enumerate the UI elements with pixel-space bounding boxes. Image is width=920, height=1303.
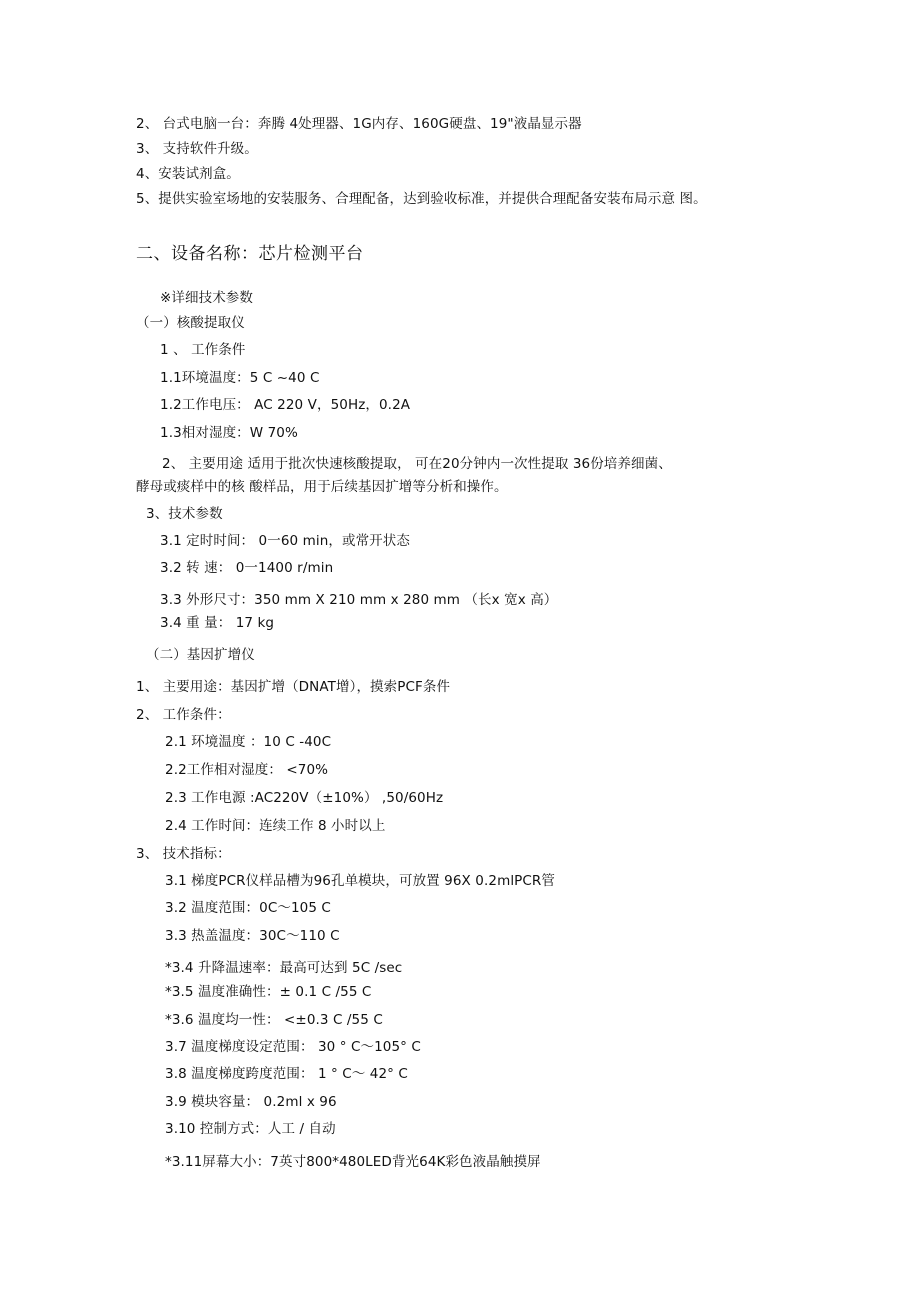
text-line: 3.2 转 速： 0一1400 r/min bbox=[160, 560, 334, 576]
text-line: *3.4 升降温速率：最高可达到 5C /sec bbox=[165, 960, 403, 976]
subheading: 3、技术参数 bbox=[146, 506, 223, 522]
text-line: *3.11屏幕大小：7英寸800*480LED背光64K彩色液晶触摸屏 bbox=[165, 1154, 541, 1170]
text-line: 3.4 重 量： 17 kg bbox=[160, 615, 275, 631]
subheading: （二）基因扩增仪 bbox=[146, 647, 255, 663]
section-heading: 二、设备名称：芯片检测平台 bbox=[136, 244, 364, 264]
text-line: 3、 支持软件升级。 bbox=[136, 141, 258, 157]
text-line: 3.7 温度梯度设定范围： 30 ° C～105° C bbox=[165, 1039, 421, 1055]
text-line: 3.1 梯度PCR仪样品槽为96孔单模块，可放置 96X 0.2mlPCR管 bbox=[165, 873, 556, 889]
text-line: 2、 台式电脑一台：奔腾 4处理器、1G内存、160G硬盘、19"液晶显示器 bbox=[136, 116, 582, 132]
text-line: 2、 主要用途 适用于批次快速核酸提取， 可在20分钟内一次性提取 36份培养细菌、 bbox=[162, 456, 672, 472]
text-line: 4、安装试剂盒。 bbox=[136, 166, 240, 182]
text-line: 2.2工作相对湿度： <70% bbox=[165, 762, 329, 778]
text-line: 酵母或痰样中的核 酸样品，用于后续基因扩增等分析和操作。 bbox=[136, 479, 508, 495]
text-line: 1.1环境温度：5 C ~40 C bbox=[160, 370, 320, 386]
text-line: 3.3 外形尺寸：350 mm X 210 mm x 280 mm （长x 宽x 高） bbox=[160, 592, 558, 608]
text-line: *3.6 温度均一性： <±0.3 C /55 C bbox=[165, 1012, 383, 1028]
text-line: 3.2 温度范围：0C～105 C bbox=[165, 900, 331, 916]
text-line: 2.1 环境温度 ：10 C -40C bbox=[165, 734, 332, 750]
text-line: 1 、 工作条件 bbox=[160, 342, 246, 358]
text-line: 3.8 温度梯度跨度范围： 1 ° C～ 42° C bbox=[165, 1066, 408, 1082]
subheading: ※详细技术参数 bbox=[160, 290, 254, 306]
text-line: 1.3相对湿度：W 70% bbox=[160, 425, 298, 441]
text-line: 3.10 控制方式：人工 / 自动 bbox=[165, 1121, 336, 1137]
text-line: 1、 主要用途：基因扩增（DNAT增），摸索PCF条件 bbox=[136, 679, 451, 695]
text-line: 3.1 定时时间： 0一60 min，或常开状态 bbox=[160, 533, 410, 549]
text-line: 3.9 模块容量： 0.2ml x 96 bbox=[165, 1094, 337, 1110]
text-line: 2、 工作条件： bbox=[136, 707, 231, 723]
text-line: 2.3 工作电源 :AC220V（±10%） ,50/60Hz bbox=[165, 790, 444, 806]
text-line: 2.4 工作时间：连续工作 8 小时以上 bbox=[165, 818, 386, 834]
subheading: （一）核酸提取仪 bbox=[136, 315, 245, 331]
text-line: 3.3 热盖温度：30C～110 C bbox=[165, 928, 340, 944]
text-line: *3.5 温度准确性：± 0.1 C /55 C bbox=[165, 984, 372, 1000]
text-line: 5、提供实验室场地的安装服务、合理配备，达到验收标准，并提供合理配备安装布局示意 图。 bbox=[136, 191, 707, 207]
text-line: 1.2工作电压： AC 220 V，50Hz，0.2A bbox=[160, 397, 411, 413]
text-line: 3、 技术指标： bbox=[136, 846, 231, 862]
